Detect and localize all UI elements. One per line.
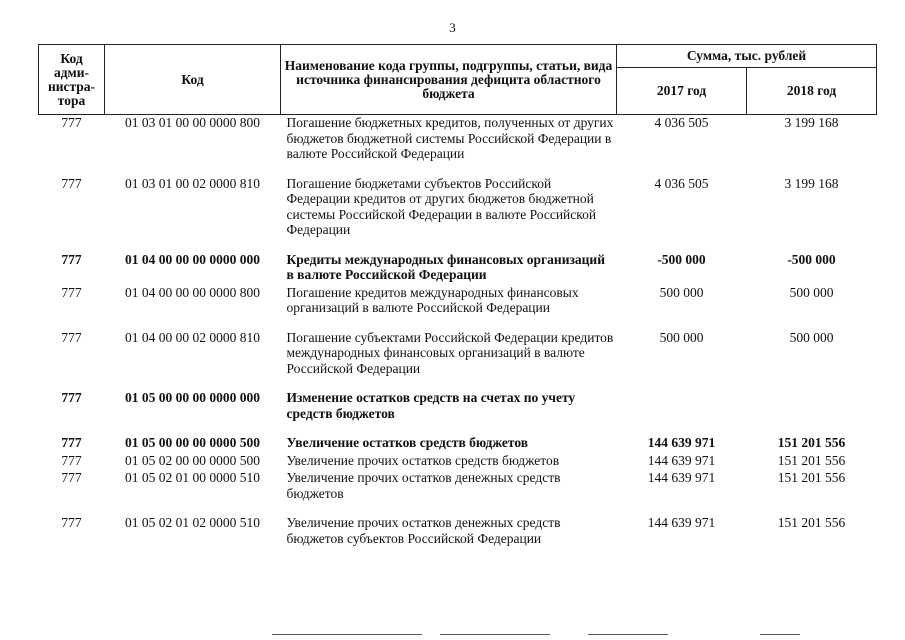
amount-2018-cell [747,390,877,435]
admin-code-cell: 777 [61,329,82,345]
admin-code-cell: 777 [61,390,82,405]
name-cell: Увеличение прочих остатков денежных средств бюджетов субъектов Российской Федерации [286,515,561,546]
code-cell: 01 04 00 00 00 0000 000 [125,251,260,267]
table-row [39,115,877,176]
header-name: Наименование кода группы, подгруппы, статьи, вида источника финансирования дефицита областного бюджета [281,45,617,115]
financing-sources-table [38,44,877,560]
name-cell: Погашение бюджетами субъектов Российской Федерации кредитов от других бюджетов бюджетной системы Российской Федерации в валюте Российской Федерации [286,175,597,237]
amount-2018-cell: 151 201 556 [777,452,846,468]
table-row [39,453,877,471]
code-cell: 01 03 01 00 00 0000 800 [125,115,260,130]
amount-2017-cell: 144 639 971 [647,515,716,530]
name-cell: Увеличение остатков средств бюджетов [286,435,529,450]
admin-code-cell: 777 [61,470,82,485]
table-row [39,330,877,391]
amount-2017-cell: 4 036 505 [654,175,709,191]
code-cell: 01 04 00 00 02 0000 810 [125,329,260,345]
header-sum: Сумма, тыс. рублей [617,45,877,68]
table-row [39,252,877,285]
page-number: 3 [449,20,456,35]
table-row [39,390,877,435]
admin-code-cell: 777 [61,452,82,468]
code-cell: 01 05 00 00 00 0000 500 [125,435,260,450]
code-cell: 01 05 02 00 00 0000 500 [125,452,260,468]
header-admin-code: Код адми-нистра-тора [39,45,105,115]
admin-code-cell: 777 [61,115,82,130]
amount-2018-cell: 151 201 556 [777,470,846,485]
amount-2017-cell: 500 000 [659,329,704,345]
admin-code-cell: 777 [61,435,82,450]
table-row [39,470,877,515]
name-cell: Погашение бюджетных кредитов, полученных от других бюджетов бюджетной системы Российской Федерации в валюте Российской Федерации [286,115,614,161]
table-row [39,285,877,330]
amount-2018-cell: 151 201 556 [777,435,846,450]
header-year-2017: 2017 год [617,68,747,115]
amount-2017-cell: 4 036 505 [654,115,709,130]
table-row [39,176,877,252]
header-year-2018: 2018 год [747,68,877,115]
scan-artifact-lines [0,634,905,636]
amount-2018-cell: -500 000 [787,251,836,267]
amount-2018-cell: 151 201 556 [777,515,846,530]
amount-2017-cell: -500 000 [657,251,706,267]
amount-2017-cell: 144 639 971 [647,452,716,468]
code-cell: 01 05 02 01 00 0000 510 [125,470,260,485]
name-cell: Погашение кредитов международных финансовых организаций в валюте Российской Федерации [286,284,579,315]
amount-2017-cell: 500 000 [659,284,704,300]
name-cell: Изменение остатков средств на счетах по учету средств бюджетов [286,390,576,421]
code-cell: 01 05 02 01 02 0000 510 [125,515,260,530]
table-header [39,45,877,115]
code-cell: 01 05 00 00 00 0000 000 [125,390,260,405]
amount-2017-cell: 144 639 971 [647,470,716,485]
amount-2018-cell: 500 000 [789,329,834,345]
amount-2017-cell [617,390,747,435]
table-body [39,115,877,561]
header-code: Код [105,45,281,115]
name-cell: Кредиты международных финансовых организаций в валюте Российской Федерации [286,251,605,282]
code-cell: 01 03 01 00 02 0000 810 [125,175,260,191]
name-cell: Увеличение прочих остатков средств бюджетов [286,452,560,468]
name-cell: Погашение субъектами Российской Федерации кредитов международных финансовых организаций в валюте Российской Федерации [286,329,614,376]
amount-2018-cell: 3 199 168 [784,115,839,130]
name-cell: Увеличение прочих остатков денежных средств бюджетов [286,470,561,501]
admin-code-cell: 777 [61,284,82,300]
code-cell: 01 04 00 00 00 0000 800 [125,284,260,300]
amount-2018-cell: 500 000 [789,284,834,300]
amount-2018-cell: 3 199 168 [784,175,839,191]
admin-code-cell: 777 [61,251,82,267]
admin-code-cell: 777 [61,175,82,191]
table-row [39,435,877,453]
table-row [39,515,877,560]
admin-code-cell: 777 [61,515,82,530]
amount-2017-cell: 144 639 971 [647,435,716,450]
